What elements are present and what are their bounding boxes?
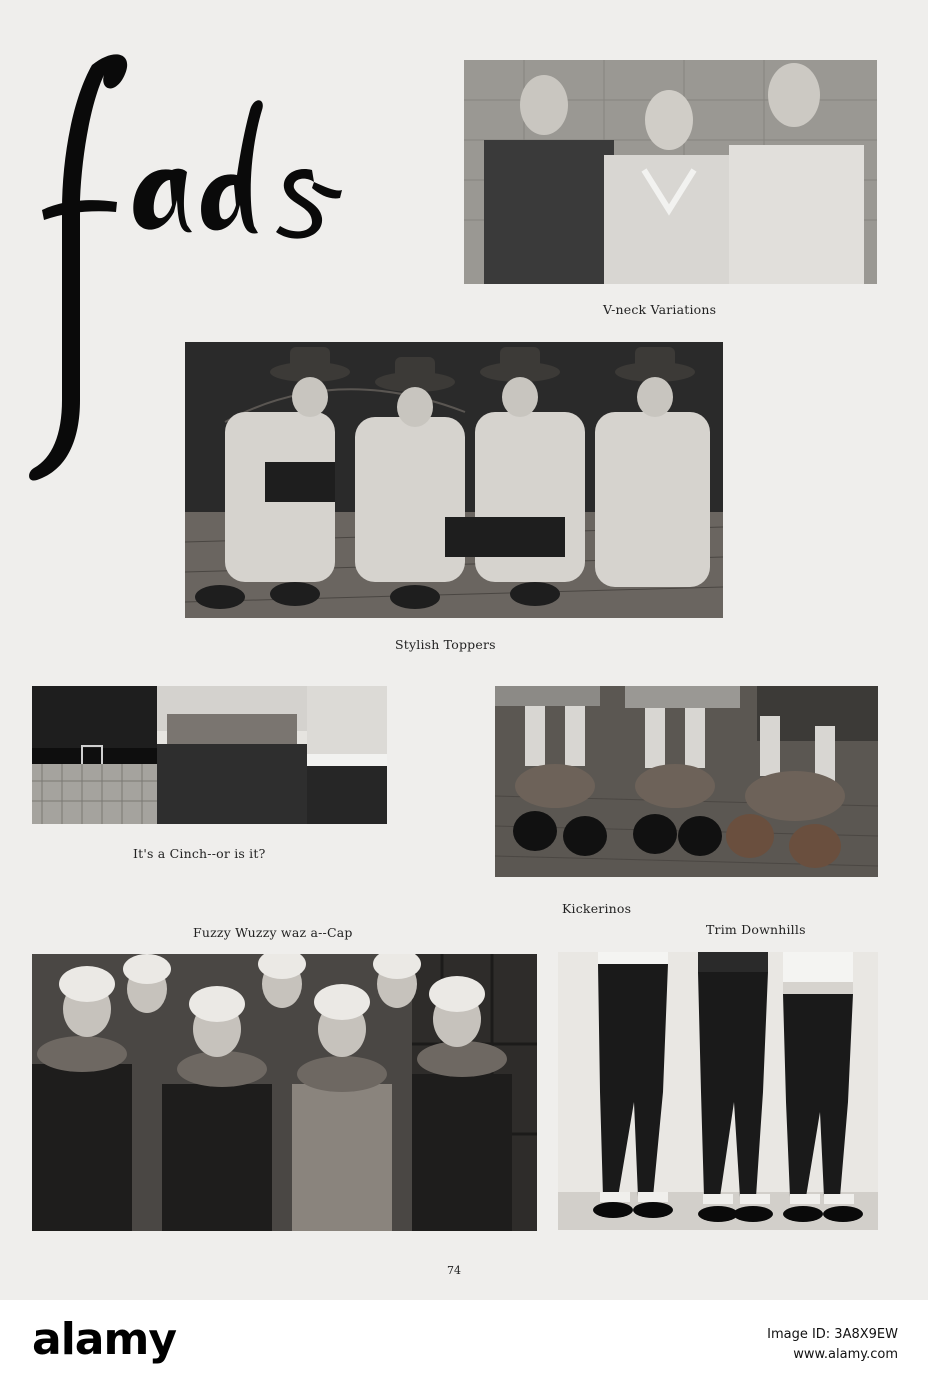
downhills-photo-art	[558, 952, 878, 1230]
kickerinos-photo-art	[495, 686, 878, 877]
cinch-photo-art	[32, 686, 387, 824]
caption-fuzzy-wuzzy: Fuzzy Wuzzy waz a--Cap	[193, 925, 353, 940]
photo-trim-downhills	[558, 952, 878, 1230]
toppers-photo-art	[185, 342, 723, 618]
page-number: 74	[447, 1264, 461, 1277]
site-url: www.alamy.com	[793, 1347, 898, 1362]
caption-v-neck: V-neck Variations	[603, 302, 717, 317]
photo-cinch	[32, 686, 387, 824]
footer-meta	[767, 1325, 898, 1365]
photo-v-neck-variations	[464, 60, 877, 284]
image-id: Image ID: 3A8X9EW	[767, 1327, 898, 1342]
photo-stylish-toppers	[185, 342, 723, 618]
caption-stylish-toppers: Stylish Toppers	[395, 637, 496, 652]
fuzzy-photo-art	[32, 954, 537, 1231]
caption-trim-downhills: Trim Downhills	[706, 922, 806, 937]
photo-kickerinos	[495, 686, 878, 877]
caption-kickerinos: Kickerinos	[562, 901, 632, 916]
v-neck-photo-art	[464, 60, 877, 284]
photo-fuzzy-wuzzy	[32, 954, 537, 1231]
caption-cinch: It's a Cinch--or is it?	[133, 846, 266, 861]
alamy-logo: alamy	[32, 1314, 176, 1365]
